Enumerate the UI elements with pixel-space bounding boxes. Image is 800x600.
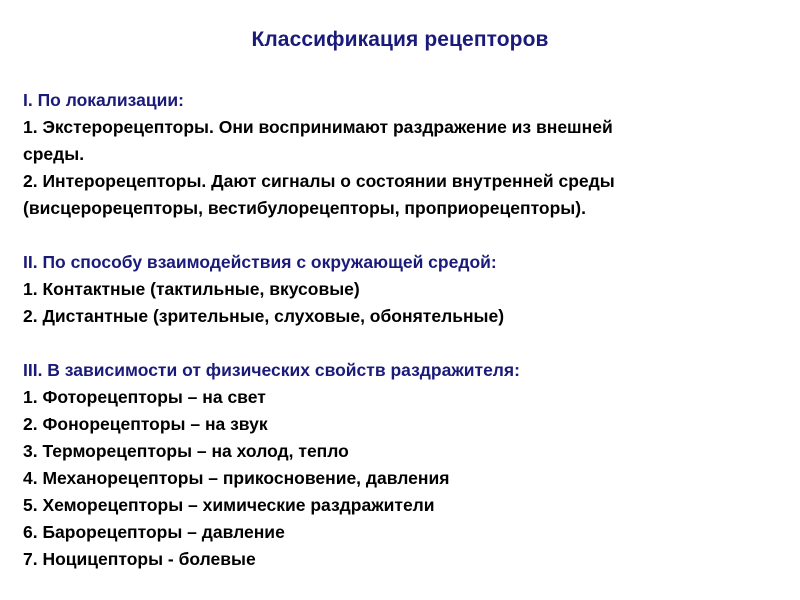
section-heading-interaction: II. По способу взаимодействия с окружающей средой: — [23, 252, 497, 272]
slide-title: Классификация рецепторов — [251, 28, 549, 51]
list-item: (висцерорецепторы, вестибулорецепторы, проприорецепторы). — [23, 198, 586, 218]
list-item: 6. Барорецепторы – давление — [23, 522, 285, 542]
list-item: 7. Ноцицепторы - болевые — [23, 549, 256, 569]
section-spacer — [23, 330, 783, 357]
list-item: 1. Фоторецепторы – на свет — [23, 387, 266, 407]
section-heading-localization: I. По локализации: — [23, 90, 184, 110]
list-item: 1. Экстерорецепторы. Они воспринимают раздражение из внешней — [23, 117, 613, 137]
section-heading-physical-properties: III. В зависимости от физических свойств раздражителя: — [23, 360, 520, 380]
list-item: 2. Дистантные (зрительные, слуховые, обонятельные) — [23, 306, 505, 326]
list-item: 2. Интерорецепторы. Дают сигналы о состоянии внутренней среды — [23, 171, 615, 191]
list-item: 2. Фонорецепторы – на звук — [23, 414, 268, 434]
list-item: 3. Терморецепторы – на холод, тепло — [23, 441, 349, 461]
slide-content — [23, 87, 783, 573]
list-item: 4. Механорецепторы – прикосновение, давления — [23, 468, 450, 488]
section-spacer — [23, 222, 783, 249]
list-item: 1. Контактные (тактильные, вкусовые) — [23, 279, 360, 299]
list-item: 5. Хеморецепторы – химические раздражители — [23, 495, 435, 515]
list-item: среды. — [23, 144, 85, 164]
